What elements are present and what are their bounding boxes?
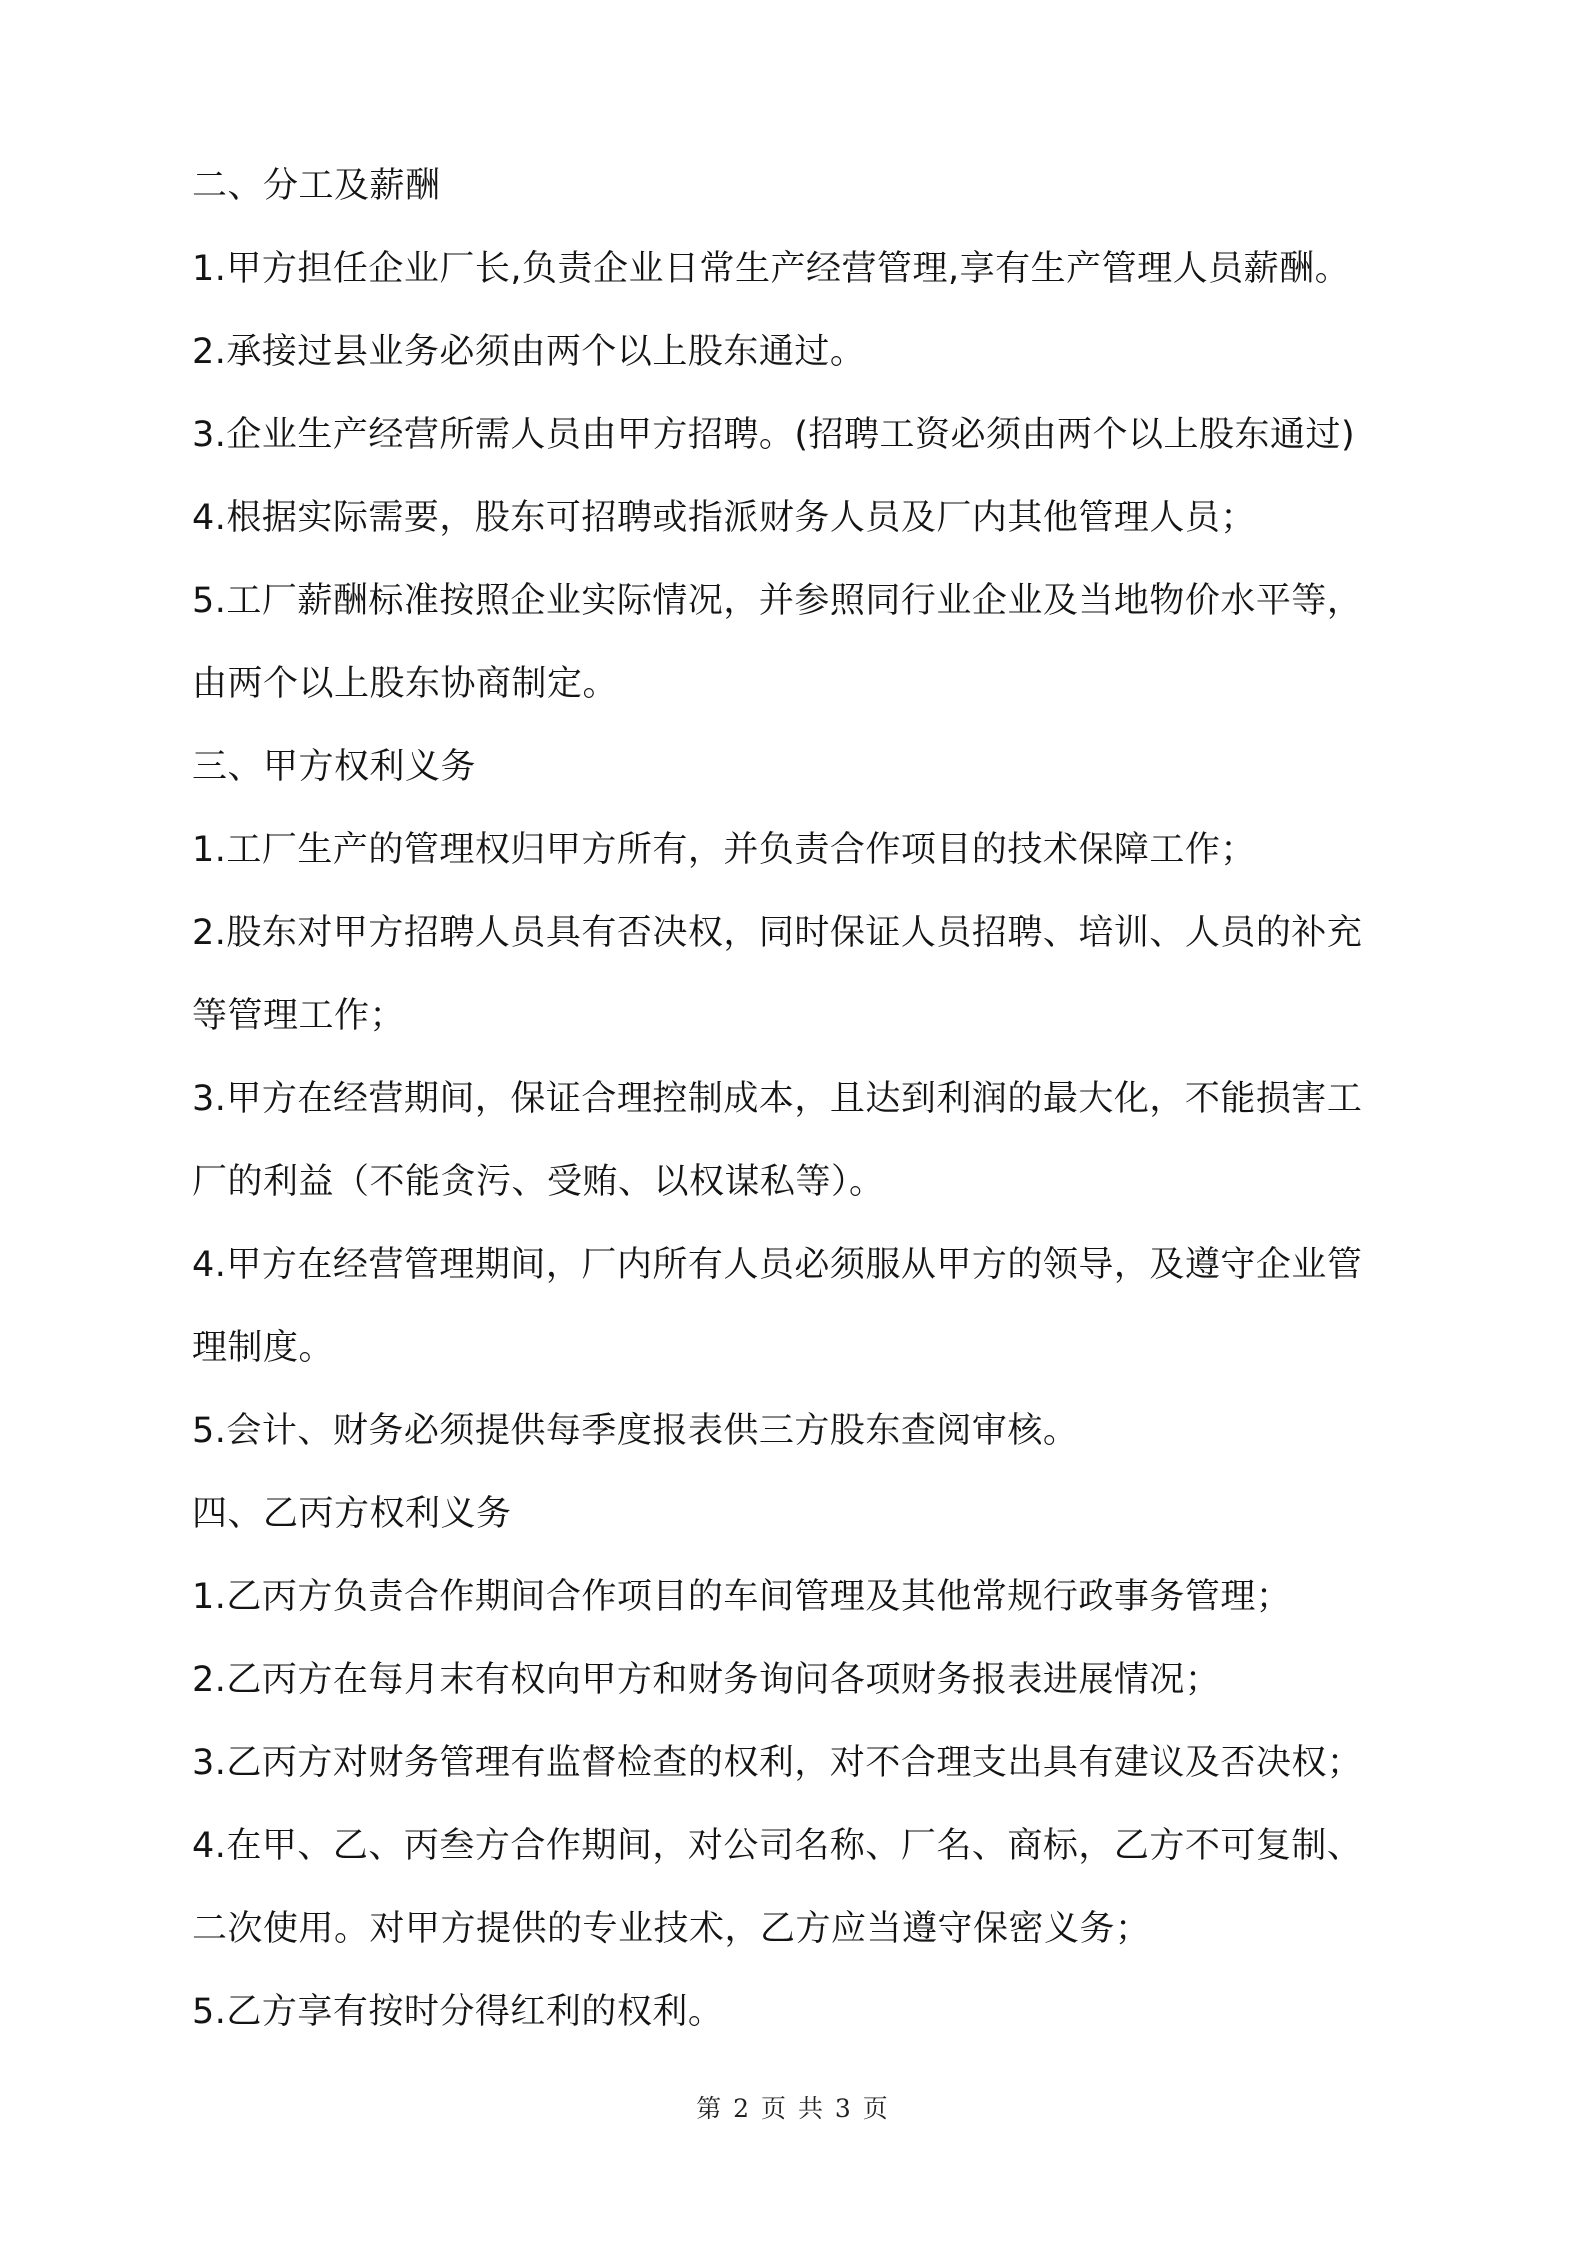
paragraph-line: 5.会计、财务必须提供每季度报表供三方股东查阅审核。 (192, 1411, 1079, 1451)
paragraph-line: 4.根据实际需要，股东可招聘或指派财务人员及厂内其他管理人员； (192, 498, 1256, 538)
paragraph-line: 2.承接过县业务必须由两个以上股东通过。 (192, 332, 866, 372)
paragraph-line: 等管理工作； (192, 996, 406, 1036)
paragraph-line: 厂的利益（不能贪污、受贿、以权谋私等）。 (192, 1162, 885, 1202)
section-heading-3: 三、甲方权利义务 (192, 747, 477, 787)
paragraph-line: 3.企业生产经营所需人员由甲方招聘。(招聘工资必须由两个以上股东通过) (192, 415, 1356, 455)
paragraph-line: 4.在甲、乙、丙叁方合作期间，对公司名称、厂名、商标，乙方不可复制、 (192, 1826, 1363, 1866)
paragraph-line: 3.甲方在经营期间，保证合理控制成本，且达到利润的最大化，不能损害工 (192, 1079, 1363, 1119)
section-heading-2: 二、分工及薪酬 (192, 166, 441, 206)
section-heading-4: 四、乙丙方权利义务 (192, 1494, 512, 1534)
paragraph-line: 1.甲方担任企业厂长,负责企业日常生产经营管理,享有生产管理人员薪酬。 (192, 249, 1351, 289)
paragraph-line: 2.股东对甲方招聘人员具有否决权，同时保证人员招聘、培训、人员的补充 (192, 913, 1363, 953)
page-number-footer: 第 2 页 共 3 页 (696, 2094, 890, 2123)
paragraph-line: 理制度。 (192, 1328, 335, 1368)
paragraph-line: 3.乙丙方对财务管理有监督检查的权利，对不合理支出具有建议及否决权； (192, 1743, 1363, 1783)
paragraph-line: 由两个以上股东协商制定。 (192, 664, 619, 704)
paragraph-line: 5.乙方享有按时分得红利的权利。 (192, 1992, 724, 2032)
paragraph-line: 1.乙丙方负责合作期间合作项目的车间管理及其他常规行政事务管理； (192, 1577, 1292, 1617)
paragraph-line: 4.甲方在经营管理期间，厂内所有人员必须服从甲方的领导，及遵守企业管 (192, 1245, 1363, 1285)
paragraph-line: 2.乙丙方在每月末有权向甲方和财务询问各项财务报表进展情况； (192, 1660, 1221, 1700)
paragraph-line: 二次使用。对甲方提供的专业技术，乙方应当遵守保密义务； (192, 1909, 1151, 1949)
paragraph-line: 1.工厂生产的管理权归甲方所有，并负责合作项目的技术保障工作； (192, 830, 1256, 870)
paragraph-line: 5.工厂薪酬标准按照企业实际情况，并参照同行业企业及当地物价水平等， (192, 581, 1363, 621)
